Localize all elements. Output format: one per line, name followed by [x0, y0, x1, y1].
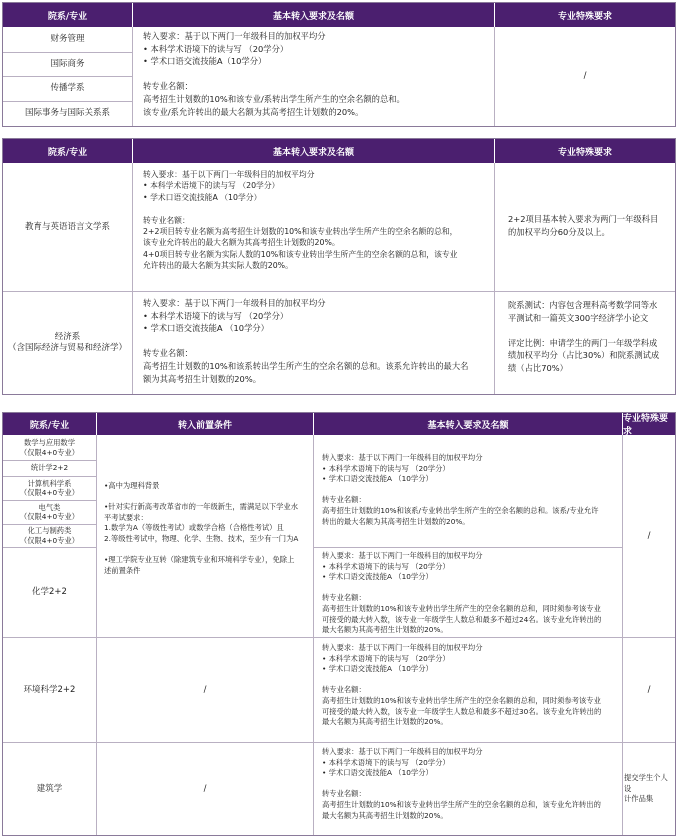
table-3-header-precondition: 转入前置条件	[97, 413, 313, 435]
table-1-requirement: 转入要求：基于以下两门一年级科目的加权平均分 • 本科学术语境下的读与写 （20学分） • 学术口语交流技能A（10学分） 转专业名额： 高考招生计划数的10%和该专业/系转出学生所产生的空余名额的总和。 该专业/系允许转出的最大名额为其高考招生计划数的20%。	[143, 31, 405, 117]
major-electrical: 电气类 （仅限4+0专业）	[19, 502, 80, 521]
major-environmental-science: 环境科学2+2	[23, 684, 76, 695]
table-2-row-1-special: 2+2项目基本转入要求为两门一年级科目 的加权平均分60分及以上。	[508, 214, 659, 237]
table-2-header-special: 专业特殊要求	[495, 139, 675, 163]
major-economics: 经济系 （含国际经济与贸易和经济学）	[7, 332, 127, 353]
major-international-business: 国际商务	[50, 58, 85, 69]
table-3-science-special: /	[647, 530, 651, 541]
table-3-header-requirement: 基本转入要求及名额	[314, 413, 622, 435]
table-3	[2, 412, 676, 836]
table-2-row-2-requirement: 转入要求：基于以下两门一年级科目的加权平均分 • 本科学术语境下的读与写 （20学分） • 学术口语交流技能A （10学分） 转专业名额： 高考招生计划数的10%和该系转出学生所产生的空余名额的总和。该系允许转出的最大名 额为其高考招生计划数的20%。	[143, 298, 469, 384]
table-1-header-special: 专业特殊要求	[495, 3, 675, 27]
table-2-row-2-special: 院系测试：内容包含理科高考数学同等水 平测试和一篇英文300字经济学小论文 评定比例：申请学生的两门一年级学科成 绩加权平均分（占比30%）和院系测试成 绩（占比70%）	[508, 300, 660, 373]
table-2-header-requirement: 基本转入要求及名额	[133, 139, 494, 163]
table-3-arch-requirement: 转入要求：基于以下两门一年级科目的加权平均分 • 本科学术语境下的读与写 （20学分） • 学术口语交流技能A （10学分） 转专业名额： 高考招生计划数的10%和该专业转出学生所产生的空余名额的总和，该专业允许转出的 最大名额为其高考招生计划数的20%。	[322, 747, 601, 820]
major-education-english: 教育与英语语言文学系	[24, 221, 110, 232]
table-2-header-major: 院系/专业	[3, 139, 132, 163]
major-chemical-pharma: 化工与制药类 （仅限4+0专业）	[19, 526, 80, 545]
table-3-precondition: •高中为理科背景 •针对实行新高考改革省市的一年级新生，需满足以下学业水 平考试要求： 1.数学为A（等级性考试）或数学合格（合格性考试）且 2.等级性考试中，物理、化学、生物、技术，至少有一门为A •理工学院专业互转（除建筑专业和环境科学专业），免除上 述前置条件	[104, 481, 299, 575]
table-1-special: /	[583, 71, 587, 81]
table-3-env-special: /	[647, 684, 651, 695]
table-3-env-precondition: /	[203, 684, 207, 695]
table-2-row-1-requirement: 转入要求：基于以下两门一年级科目的加权平均分 • 本科学术语境下的读与写 （20学分） • 学术口语交流技能A （10学分） 转专业名额： 2+2项目转专业名额为高考招生计划数的10%和该专业转出学生所产生的空余名额的总和， 该专业允许转出的最大名额为其高考招生计划数的20%。 4+0项目转专业名额为实际人数的10%和该专业转出学生所产生的空余名额的总和，该专业 允许转出的最大名额为其实际人数的20%。	[143, 170, 458, 271]
major-communication: 传播学系	[50, 83, 85, 93]
major-computer-science: 计算机科学系 （仅限4+0专业）	[19, 478, 80, 497]
table-3-env-requirement: 转入要求：基于以下两门一年级科目的加权平均分 • 本科学术语境下的读与写 （20学分） • 学术口语交流技能A （10学分） 转专业名额： 高考招生计划数的10%和该专业转出学生所产生的空余名额的总和，同时须参考该专业 可接受的最大转入数，该专业一年级学生人数总和最多不超过30名。该专业允许转出的 最大名额为其高考招生计划数的20%。	[322, 643, 602, 727]
table-3-chemistry-requirement: 转入要求：基于以下两门一年级科目的加权平均分 • 本科学术语境下的读与写 （20学分） • 学术口语交流技能A （10学分） 转专业名额： 高考招生计划数的10%和该专业转出学生所产生的空余名额的总和，同时须参考该专业 可接受的最大转入数，该专业一年级学生人数总和最多不超过24名。该专业允许转出的 最大名额为其高考招生计划数的20%。	[322, 551, 602, 635]
table-3-header-major: 院系/专业	[3, 413, 96, 435]
major-international-affairs: 国际事务与国际关系系	[24, 108, 110, 118]
table-3-arch-precondition: /	[203, 783, 207, 794]
table-3-arch-special: 提交学生个人设 计作品集	[624, 773, 668, 804]
table-2	[2, 138, 676, 395]
table-3-header-special: 专业特殊要求	[623, 413, 675, 435]
table-1	[2, 2, 676, 127]
table-1-header-major: 院系/专业	[3, 3, 132, 27]
table-3-science-requirement: 转入要求：基于以下两门一年级科目的加权平均分 • 本科学术语境下的读与写 （20学分） • 学术口语交流技能A （10学分） 转专业名额： 高考招生计划数的10%和该系/专业转出学生所产生的空余名额的总和。该系/专业允许 转出的最大名额为其高考招生计划数的20%。	[322, 453, 599, 526]
major-financial-management: 财务管理	[50, 34, 85, 44]
major-chemistry: 化学2+2	[32, 586, 67, 597]
table-1-header-requirement: 基本转入要求及名额	[133, 3, 494, 27]
major-architecture: 建筑学	[36, 783, 63, 794]
major-statistics: 统计学2+2	[30, 463, 69, 473]
major-mathematics: 数学与应用数学 （仅限4+0专业）	[19, 438, 80, 457]
